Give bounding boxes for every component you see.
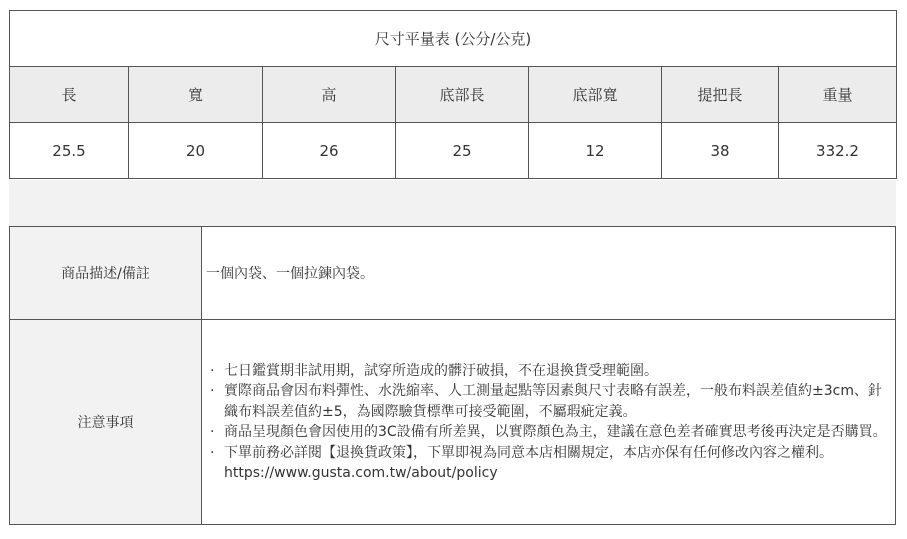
- note-item: [210, 381, 887, 422]
- description-row: [10, 227, 896, 320]
- notes-label: 注意事項: [10, 320, 202, 525]
- value-weight: 332.2: [779, 123, 897, 179]
- size-header-row: [10, 67, 897, 123]
- description-value: 一個內袋、一個拉鍊內袋。: [202, 227, 896, 320]
- bullet-icon: ·: [210, 424, 215, 440]
- note-text: 實際商品會因布料彈性、水洗縮率、人工測量起點等因素與尺寸表略有誤差，一般布料誤差值約±3cm、針織布料誤差值約±5，為國際驗貨標準可接受範圍，不屬瑕疵定義。: [224, 383, 882, 420]
- bullet-icon: ·: [210, 362, 215, 379]
- note-text: 七日鑑賞期非試用期，試穿所造成的髒汙破損，不在退換貨受理範圍。: [224, 362, 658, 379]
- notes-list: [206, 361, 895, 484]
- note-item: [210, 443, 887, 484]
- description-label: 商品描述/備註: [10, 227, 202, 320]
- size-table: [9, 10, 897, 179]
- value-handle-length: 38: [662, 123, 779, 179]
- section-spacer: [9, 180, 896, 227]
- header-length: 長: [10, 67, 129, 123]
- product-info-table: [9, 226, 896, 525]
- notes-row: [10, 320, 896, 525]
- size-table-title: 尺寸平量表 (公分/公克): [10, 11, 897, 67]
- value-height: 26: [263, 123, 396, 179]
- note-item: [210, 361, 887, 382]
- value-bottom-width: 12: [529, 123, 662, 179]
- header-bottom-width: 底部寬: [529, 67, 662, 123]
- header-handle-length: 提把長: [662, 67, 779, 123]
- header-bottom-length: 底部長: [396, 67, 529, 123]
- header-width: 寬: [129, 67, 263, 123]
- value-bottom-length: 25: [396, 123, 529, 179]
- bullet-icon: ·: [210, 444, 215, 461]
- note-text: 商品呈現顏色會因使用的3C設備有所差異，以實際顏色為主，建議在意色差者確實思考後再決定是否購買。: [224, 424, 887, 440]
- value-width: 20: [129, 123, 263, 179]
- value-length: 25.5: [10, 123, 129, 179]
- notes-cell: [202, 320, 896, 525]
- note-item: [210, 422, 887, 443]
- header-height: 高: [263, 67, 396, 123]
- size-value-row: [10, 123, 897, 179]
- note-text: 下單前務必詳閱【退換貨政策】，下單即視為同意本店相關規定，本店亦保有任何修改內容之權利。https://www.gusta.com.tw/about/policy: [224, 444, 833, 481]
- header-weight: 重量: [779, 67, 897, 123]
- bullet-icon: ·: [210, 383, 215, 399]
